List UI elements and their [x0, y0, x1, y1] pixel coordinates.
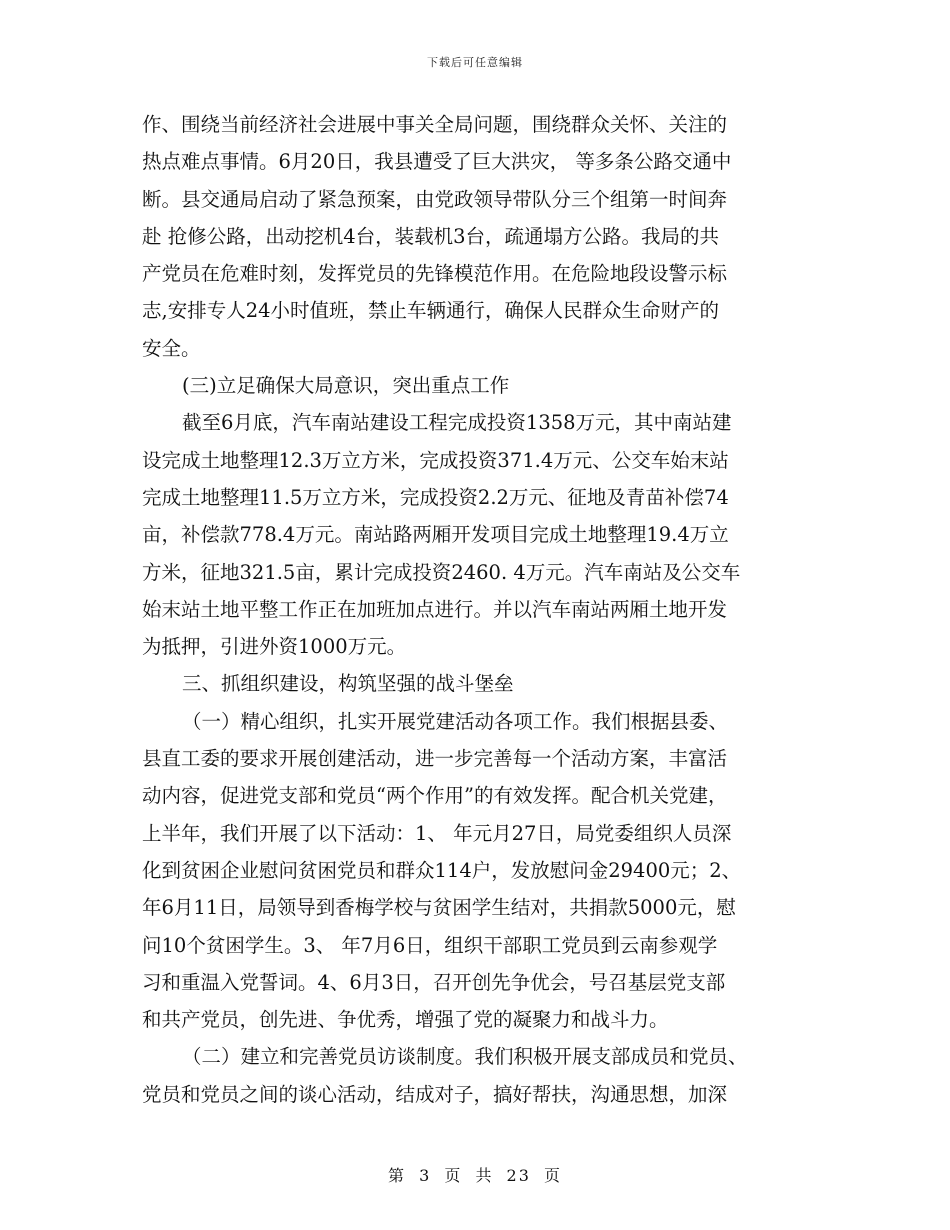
text-line: 设完成土地整理12.3万立方米，完成投资371.4万元、公交车始末站: [142, 448, 729, 472]
text-line: 县直工委的要求开展创建活动，进一步完善每一个活动方案，丰富活: [142, 747, 728, 771]
text-line: 问10个贫困学生。3、 年7月6日，组织干部职工党员到云南参观学: [142, 933, 718, 957]
text-line: 赴 抢修公路，出动挖机4台，装载机3台，疏通塌方公路。我局的共: [142, 224, 720, 248]
text-line: 完成土地整理11.5万立方米，完成投资2.2万元、征地及青苗补偿74: [142, 485, 729, 509]
text-line: 始末站土地平整工作正在加班加点进行。并以汽车南站两厢土地开发: [142, 597, 728, 621]
text-line: 年6月11日，局领导到香梅学校与贫困学生结对，共捐款5000元，慰: [142, 896, 736, 920]
text-line: 志,安排专人24小时值班，禁止车辆通行，确保人民群众生命财产的: [142, 299, 720, 323]
text-line: 上半年，我们开展了以下活动：1、 年元月27日，局党委组织人员深: [142, 821, 732, 845]
text-line: 动内容，促进党支部和党员“两个作用”的有效发挥。配合机关党建，: [142, 784, 728, 808]
text-line: 热点难点事情。6月20日，我县遭受了巨大洪灾， 等多条公路交通中: [142, 150, 732, 174]
text-line: （一）精心组织，扎实开展党建活动各项工作。我们根据县委、: [182, 709, 729, 733]
text-line: 安全。: [142, 336, 201, 360]
text-line: 习和重温入党誓词。4、6月3日，召开创先争优会，号召基层党支部: [142, 970, 726, 994]
text-line: 方米，征地321.5亩，累计完成投资2460. 4万元。汽车南站及公交车: [142, 560, 741, 584]
text-line: 党员和党员之间的谈心活动，结成对子，搞好帮扶，沟通思想，加深: [142, 1082, 728, 1106]
text-line: 亩，补偿款778.4万元。南站路两厢开发项目完成土地整理19.4万立: [142, 523, 729, 547]
text-line: 化到贫困企业慰问贫困党员和群众114户，发放慰问金29400元；2、: [142, 858, 742, 882]
text-line: （二）建立和完善党员访谈制度。我们积极开展支部成员和党员、: [182, 1045, 748, 1069]
text-line: 三、抓组织建设，构筑坚强的战斗堡垒: [182, 672, 514, 696]
document-body: [142, 106, 808, 1113]
text-line: 产党员在危难时刻，发挥党员的先锋模范作用。在危险地段设警示标: [142, 262, 728, 286]
page-header: 下载后可任意编辑: [427, 56, 523, 69]
text-line: 和共产党员，创先进、争优秀，增强了党的凝聚力和战斗力。: [142, 1008, 669, 1032]
text-line: 截至6月底，汽车南站建设工程完成投资1358万元，其中南站建: [182, 411, 732, 435]
page-footer: 第 3 页 共 23 页: [388, 1166, 562, 1185]
text-line: (三)立足确保大局意识，突出重点工作: [182, 374, 510, 398]
text-line: 为抵押，引进外资1000万元。: [142, 635, 407, 659]
text-line: 作、围绕当前经济社会进展中事关全局问题，围绕群众关怀、关注的: [142, 113, 728, 136]
text-line: 断。县交通局启动了紧急预案，由党政领导带队分三个组第一时间奔: [142, 187, 728, 211]
